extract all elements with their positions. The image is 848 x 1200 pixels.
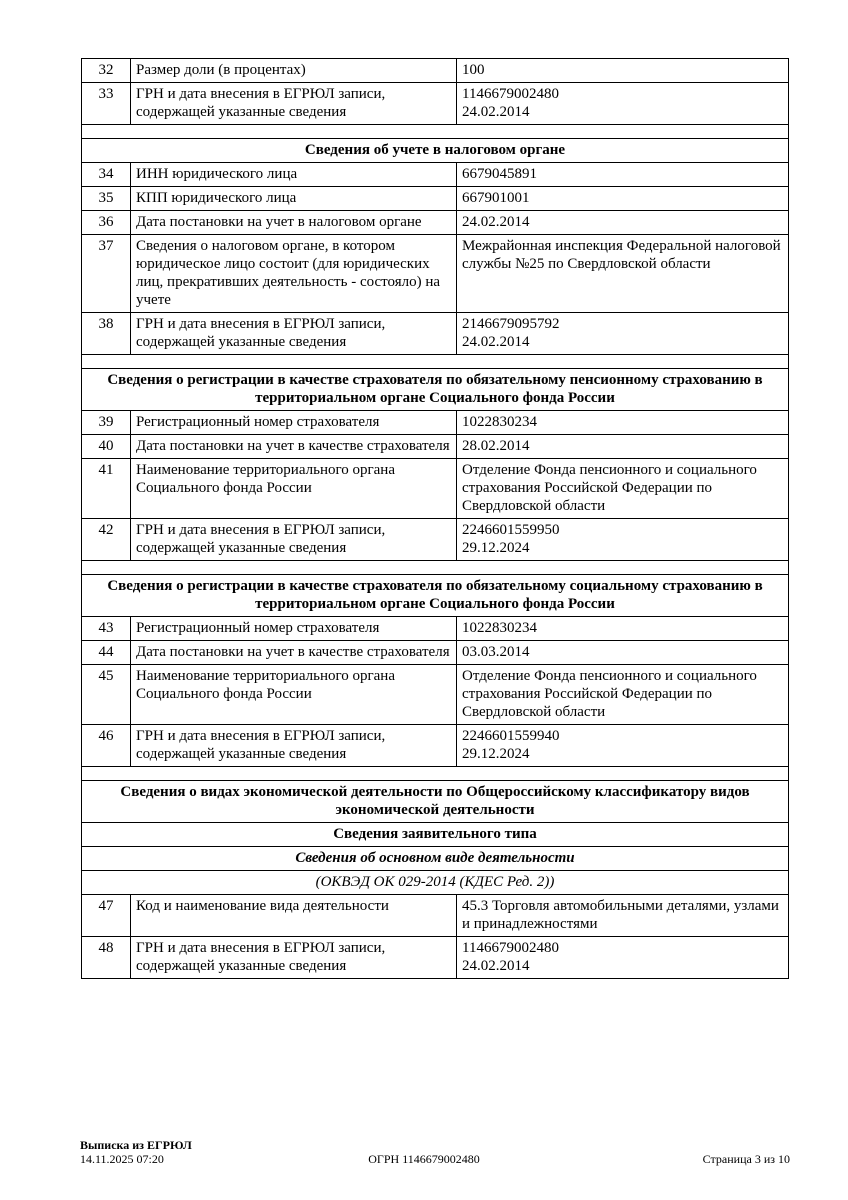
row-label: Регистрационный номер страхователя bbox=[131, 411, 457, 435]
spacer-row bbox=[82, 125, 789, 139]
value-line: 2246601559940 bbox=[462, 728, 560, 744]
value-line: 1146679002480 bbox=[462, 940, 559, 956]
section-header: Сведения об основном виде деятельности bbox=[82, 847, 789, 871]
section-header-row bbox=[82, 369, 789, 411]
table-row bbox=[82, 83, 789, 125]
row-number: 43 bbox=[82, 617, 131, 641]
spacer-cell bbox=[82, 767, 789, 781]
row-number: 39 bbox=[82, 411, 131, 435]
value-line: 2146679095792 bbox=[462, 316, 560, 332]
value-line: 1146679002480 bbox=[462, 86, 559, 102]
section-header: Сведения о видах экономической деятельности по Общероссийскому классификатору видов экономической деятельности bbox=[82, 781, 789, 823]
section-header: Сведения заявительного типа bbox=[82, 823, 789, 847]
value-line: 24.02.2014 bbox=[462, 104, 530, 120]
row-label: ГРН и дата внесения в ЕГРЮЛ записи, содержащей указанные сведения bbox=[131, 725, 457, 767]
row-value bbox=[457, 435, 789, 459]
value-line: 1022830234 bbox=[462, 620, 537, 636]
row-value bbox=[457, 163, 789, 187]
row-number: 37 bbox=[82, 235, 131, 313]
table-row bbox=[82, 665, 789, 725]
section-header-row bbox=[82, 847, 789, 871]
row-label: Код и наименование вида деятельности bbox=[131, 895, 457, 937]
table-row bbox=[82, 187, 789, 211]
spacer-cell bbox=[82, 125, 789, 139]
value-line: 6679045891 bbox=[462, 166, 537, 182]
section-header-row bbox=[82, 139, 789, 163]
spacer-row bbox=[82, 355, 789, 369]
row-label: ГРН и дата внесения в ЕГРЮЛ записи, содержащей указанные сведения bbox=[131, 519, 457, 561]
row-label: Наименование территориального органа Социального фонда России bbox=[131, 665, 457, 725]
value-line: 100 bbox=[462, 62, 485, 78]
row-label: ГРН и дата внесения в ЕГРЮЛ записи, содержащей указанные сведения bbox=[131, 937, 457, 979]
value-line: 24.02.2014 bbox=[462, 214, 530, 230]
row-label: Дата постановки на учет в качестве страхователя bbox=[131, 435, 457, 459]
section-header-row bbox=[82, 871, 789, 895]
row-label: ГРН и дата внесения в ЕГРЮЛ записи, содержащей указанные сведения bbox=[131, 313, 457, 355]
row-value bbox=[457, 895, 789, 937]
table-row bbox=[82, 895, 789, 937]
row-label: Дата постановки на учет в налоговом органе bbox=[131, 211, 457, 235]
row-number: 35 bbox=[82, 187, 131, 211]
table-row bbox=[82, 617, 789, 641]
row-label: Сведения о налоговом органе, в котором юридическое лицо состоит (для юридических лиц, прекративших деятельность - состояло) на учете bbox=[131, 235, 457, 313]
row-value bbox=[457, 459, 789, 519]
row-value bbox=[457, 59, 789, 83]
value-line: 1022830234 bbox=[462, 414, 537, 430]
section-header-row bbox=[82, 781, 789, 823]
row-label: ГРН и дата внесения в ЕГРЮЛ записи, содержащей указанные сведения bbox=[131, 83, 457, 125]
table-row bbox=[82, 313, 789, 355]
table-row bbox=[82, 163, 789, 187]
row-label: Дата постановки на учет в качестве страхователя bbox=[131, 641, 457, 665]
row-value bbox=[457, 937, 789, 979]
row-value bbox=[457, 83, 789, 125]
value-line: Межрайонная инспекция Федеральной налоговой службы №25 по Свердловской области bbox=[462, 238, 781, 272]
value-line: 667901001 bbox=[462, 190, 530, 206]
row-number: 33 bbox=[82, 83, 131, 125]
section-header: Сведения об учете в налоговом органе bbox=[82, 139, 789, 163]
value-line: 03.03.2014 bbox=[462, 644, 530, 660]
value-line: 45.3 Торговля автомобильными деталями, узлами и принадлежностями bbox=[462, 898, 779, 932]
row-number: 38 bbox=[82, 313, 131, 355]
table-row bbox=[82, 59, 789, 83]
section-header: Сведения о регистрации в качестве страхователя по обязательному социальному страхованию в территориальном органе Социального фонда России bbox=[82, 575, 789, 617]
row-number: 32 bbox=[82, 59, 131, 83]
row-value bbox=[457, 519, 789, 561]
row-number: 36 bbox=[82, 211, 131, 235]
section-header-row bbox=[82, 575, 789, 617]
row-label: КПП юридического лица bbox=[131, 187, 457, 211]
footer-ogrn: ОГРН 1146679002480 bbox=[368, 1151, 480, 1166]
row-value bbox=[457, 617, 789, 641]
row-value bbox=[457, 411, 789, 435]
value-line: 29.12.2024 bbox=[462, 746, 530, 762]
egrul-table bbox=[81, 58, 789, 979]
section-header: Сведения о регистрации в качестве страхователя по обязательному пенсионному страхованию в территориальном органе Социального фонда России bbox=[82, 369, 789, 411]
row-value bbox=[457, 641, 789, 665]
row-label: Регистрационный номер страхователя bbox=[131, 617, 457, 641]
spacer-row bbox=[82, 561, 789, 575]
value-line: 24.02.2014 bbox=[462, 958, 530, 974]
table-row bbox=[82, 235, 789, 313]
row-number: 44 bbox=[82, 641, 131, 665]
row-number: 46 bbox=[82, 725, 131, 767]
row-label: Размер доли (в процентах) bbox=[131, 59, 457, 83]
row-value bbox=[457, 313, 789, 355]
value-line: Отделение Фонда пенсионного и социального страхования Российской Федерации по Свердловской области bbox=[462, 668, 757, 720]
table-row bbox=[82, 725, 789, 767]
value-line: 28.02.2014 bbox=[462, 438, 530, 454]
value-line: 2246601559950 bbox=[462, 522, 560, 538]
row-label: ИНН юридического лица bbox=[131, 163, 457, 187]
table-row bbox=[82, 411, 789, 435]
value-line: 24.02.2014 bbox=[462, 334, 530, 350]
section-header: (ОКВЭД ОК 029-2014 (КДЕС Ред. 2)) bbox=[82, 871, 789, 895]
table-row bbox=[82, 937, 789, 979]
spacer-cell bbox=[82, 561, 789, 575]
row-number: 42 bbox=[82, 519, 131, 561]
row-value bbox=[457, 211, 789, 235]
row-value bbox=[457, 725, 789, 767]
spacer-row bbox=[82, 767, 789, 781]
footer-doc-type: Выписка из ЕГРЮЛ bbox=[80, 1138, 192, 1152]
table-row bbox=[82, 459, 789, 519]
row-number: 34 bbox=[82, 163, 131, 187]
row-number: 45 bbox=[82, 665, 131, 725]
row-label: Наименование территориального органа Социального фонда России bbox=[131, 459, 457, 519]
section-header-row bbox=[82, 823, 789, 847]
table-row bbox=[82, 435, 789, 459]
table-row bbox=[82, 519, 789, 561]
value-line: Отделение Фонда пенсионного и социального страхования Российской Федерации по Свердловской области bbox=[462, 462, 757, 514]
spacer-cell bbox=[82, 355, 789, 369]
value-line: 29.12.2024 bbox=[462, 540, 530, 556]
row-number: 47 bbox=[82, 895, 131, 937]
row-number: 41 bbox=[82, 459, 131, 519]
footer-datetime: 14.11.2025 07:20 bbox=[80, 1151, 164, 1166]
row-number: 48 bbox=[82, 937, 131, 979]
table-row bbox=[82, 641, 789, 665]
egrul-table-body bbox=[82, 59, 789, 979]
row-value bbox=[457, 665, 789, 725]
footer-page-number: Страница 3 из 10 bbox=[702, 1151, 790, 1166]
row-value bbox=[457, 187, 789, 211]
table-row bbox=[82, 211, 789, 235]
row-number: 40 bbox=[82, 435, 131, 459]
row-value bbox=[457, 235, 789, 313]
